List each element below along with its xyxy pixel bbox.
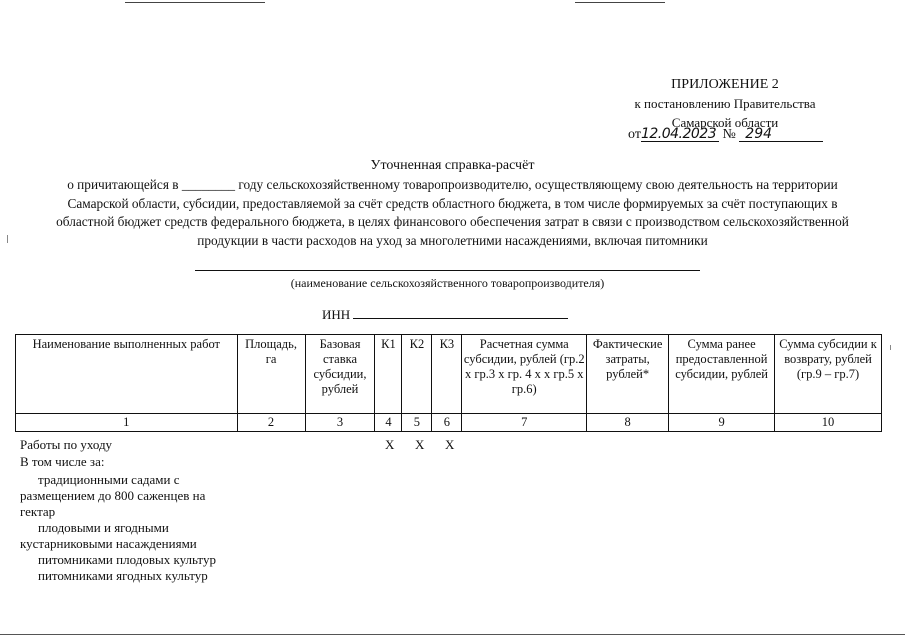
inn-field bbox=[322, 306, 568, 323]
row-label-fruit-nurseries: питомниками плодовых культур bbox=[38, 552, 216, 567]
header-cell: Расчетная сумма субсидии, рублей (гр.2 х гр.3 х гр. 4 х х гр.5 х гр.6) bbox=[462, 335, 587, 414]
header-cell: Фактические затраты, рублей* bbox=[587, 335, 669, 414]
column-number: 2 bbox=[237, 414, 305, 432]
column-number: 5 bbox=[402, 414, 432, 432]
row-label-care-work: Работы по уходу bbox=[20, 437, 113, 452]
column-number: 7 bbox=[462, 414, 587, 432]
scan-mark-left bbox=[7, 235, 8, 243]
row-label-fruit-berry: плодовыми и ягодными bbox=[38, 520, 169, 535]
column-number: 1 bbox=[16, 414, 238, 432]
resolution-signature bbox=[628, 127, 823, 143]
row-label-berry-nurseries: питомниками ягодных культур bbox=[38, 568, 208, 583]
row-label-shrub-plantings: кустарниковыми насаждениями bbox=[20, 536, 197, 551]
scan-mark-right bbox=[890, 345, 891, 350]
header-cell: Площадь, га bbox=[237, 335, 305, 414]
scan-line-bottom bbox=[0, 634, 905, 635]
x-mark-k1: Х bbox=[385, 437, 395, 452]
date-prefix: от bbox=[628, 127, 641, 142]
appendix-header bbox=[610, 75, 840, 132]
column-number: 4 bbox=[375, 414, 402, 432]
appendix-line-3: Самарской области bbox=[671, 115, 779, 130]
header-cell: К1 bbox=[375, 335, 402, 414]
handwritten-number: 294 bbox=[739, 127, 823, 142]
number-label: № bbox=[722, 127, 736, 142]
column-number: 8 bbox=[587, 414, 669, 432]
column-number: 9 bbox=[669, 414, 775, 432]
header-cell: Сумма ранее предоставленной субсидии, рублей bbox=[669, 335, 775, 414]
header-cell: К3 bbox=[432, 335, 462, 414]
header-cell: Базовая ставка субсидии, рублей bbox=[305, 335, 375, 414]
appendix-line-2: к постановлению Правительства bbox=[634, 96, 816, 111]
header-cell: Сумма субсидии к возврату, рублей (гр.9 – гр.7) bbox=[775, 335, 882, 414]
document-title: Уточненная справка-расчёт bbox=[370, 158, 535, 173]
appendix-title: ПРИЛОЖЕНИЕ 2 bbox=[671, 77, 779, 92]
row-label-including: В том числе за: bbox=[20, 454, 105, 469]
header-cell: Наименование выполненных работ bbox=[16, 335, 238, 414]
table-header-row bbox=[16, 335, 882, 414]
table-number-row bbox=[16, 414, 882, 432]
scan-line-top-right bbox=[575, 2, 665, 3]
x-mark-k3: Х bbox=[445, 437, 455, 452]
inn-underline bbox=[353, 306, 568, 319]
header-cell: К2 bbox=[402, 335, 432, 414]
document-body: о причитающейся в ________ году сельскохозяйственному товаропроизводителю, осуществляющему свою деятельность на территории Самарской области, субсидии, предоставляемой за счёт средств областного бюджета, в том числе формируемых за счёт поступающих в областной бюджет средств федерального бюджета, в целях финансового обеспечения затрат в связи с производством сельскохозяйственной продукции в части расходов на уход за многолетними насаждениями, включая питомники bbox=[56, 177, 849, 248]
row-label-traditional-orchards: традиционными садами с bbox=[38, 472, 180, 487]
column-number: 10 bbox=[775, 414, 882, 432]
row-label-traditional-orchards-cont: размещением до 800 саженцев на bbox=[20, 488, 206, 503]
scan-line-top-left bbox=[125, 2, 265, 3]
column-number: 3 bbox=[305, 414, 375, 432]
handwritten-date: 12.04.2023 bbox=[641, 127, 719, 142]
inn-label: ИНН bbox=[322, 307, 351, 322]
name-underline bbox=[195, 270, 700, 271]
column-number: 6 bbox=[432, 414, 462, 432]
row-label-hectare: гектар bbox=[20, 504, 56, 519]
name-caption: (наименование сельскохозяйственного товаропроизводителя) bbox=[290, 276, 605, 290]
calculation-table bbox=[15, 334, 882, 432]
x-mark-k2: Х bbox=[415, 437, 425, 452]
